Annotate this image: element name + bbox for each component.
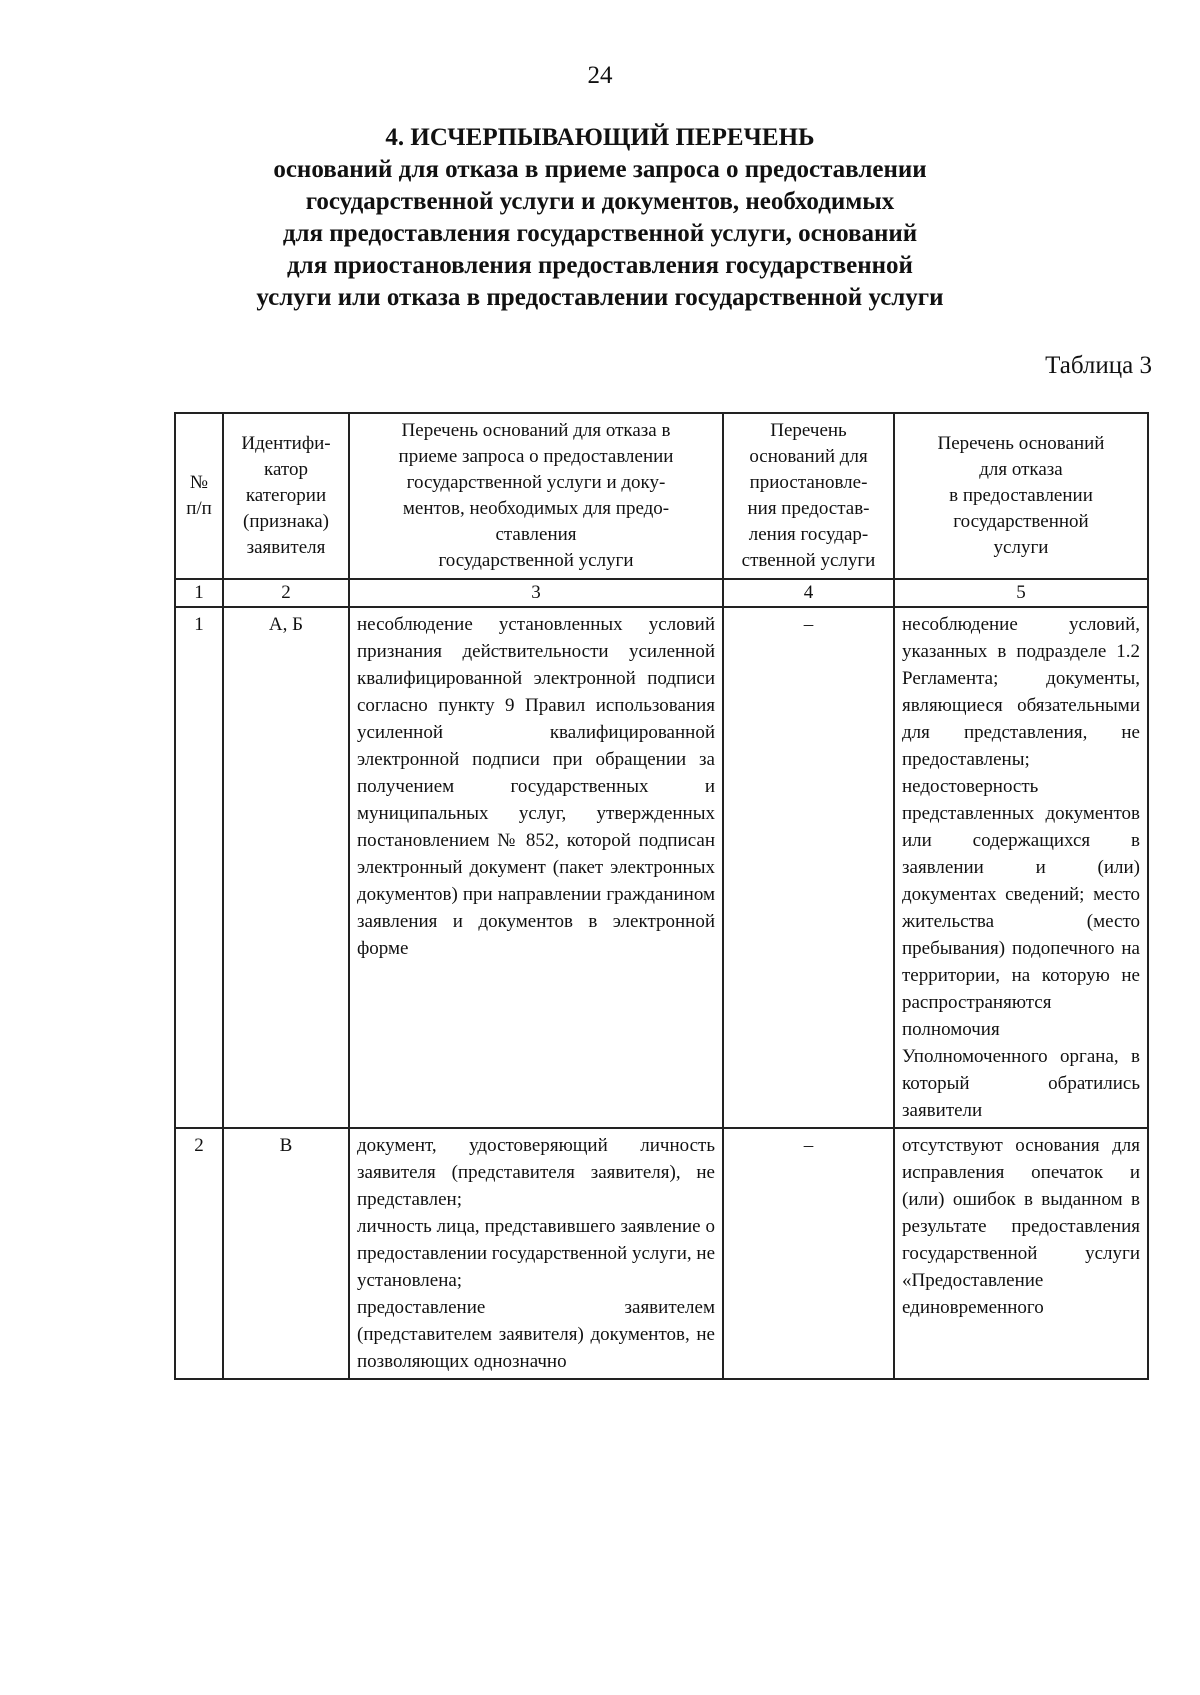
row-refusal-service: несоблюдение условий, указанных в подразделе 1.2 Регламента; документы, являющиеся обязательными для представления, не предоставлены; недостоверность представленных документов или содержащихся в заявлении и (или) документах сведений; место жительства (место пребывания) подопечного на территории, на которую не распространяются полномочия Уполномоченного органа, в который обратились заявители: [894, 607, 1148, 1128]
row-number: 1: [175, 607, 223, 1128]
table-row: [175, 607, 1148, 1128]
grounds-table: [174, 412, 1149, 1380]
header-number: № п/п: [175, 413, 223, 579]
row-refusal-reception: несоблюдение установленных условий признания действительности усиленной квалифицированной электронной подписи согласно пункту 9 Правил использования усиленной квалифицированной электронной подписи при обращении за получением государственных и муниципальных услуг, утвержденных постановлением № 852, которой подписан электронный документ (пакет электронных документов) при направлении гражданином заявления и документов в электронной форме: [349, 607, 723, 1128]
column-number: 2: [223, 579, 349, 607]
row-number: 2: [175, 1128, 223, 1379]
column-number: 5: [894, 579, 1148, 607]
column-number: 3: [349, 579, 723, 607]
row-category: В: [223, 1128, 349, 1379]
header-refusal-service: Перечень оснований для отказа в предоставлении государственной услуги: [894, 413, 1148, 579]
refusal-reception-part: предоставление заявителем (представителем заявителя) документов, не позволяющих однозначно: [357, 1297, 715, 1372]
refusal-reception-part: документ, удостоверяющий личность заявителя (представителя заявителя), не представлен;: [357, 1135, 715, 1210]
heading-line: для предоставления государственной услуги, оснований: [282, 220, 918, 247]
column-number-row: [175, 579, 1148, 607]
table-row: [175, 1128, 1148, 1379]
heading-line: услуги или отказа в предоставлении государственной услуги: [256, 284, 944, 311]
row-refusal-reception: [349, 1128, 723, 1379]
heading-line: 4. ИСЧЕРПЫВАЮЩИЙ ПЕРЕЧЕНЬ: [385, 124, 815, 151]
header-refusal-reception: Перечень оснований для отказа в приеме запроса о предоставлении государственной услуги и доку- ментов, необходимых для предо- ставления государственной услуги: [349, 413, 723, 579]
page-number: 24: [587, 62, 613, 89]
table-caption: Таблица 3: [1045, 352, 1152, 379]
row-suspension: –: [723, 607, 894, 1128]
heading-line: оснований для отказа в приеме запроса о предоставлении: [273, 156, 927, 183]
heading-line: для приостановления предоставления государственной: [287, 252, 913, 279]
row-refusal-service: отсутствуют основания для исправления опечаток и (или) ошибок в выданном в результате предоставления государственной услуги «Предоставление единовременного: [894, 1128, 1148, 1379]
refusal-reception-part: личность лица, представившего заявление о предоставлении государственной услуги, не установлена;: [357, 1216, 715, 1291]
column-number: 1: [175, 579, 223, 607]
table-header-row: [175, 413, 1148, 579]
section-heading: [0, 122, 1200, 314]
header-suspension: Перечень оснований для приостановле- ния предостав- ления государ- ственной услуги: [723, 413, 894, 579]
heading-line: государственной услуги и документов, необходимых: [305, 188, 895, 215]
header-category-identifier: Идентифи- катор категории (признака) заявителя: [223, 413, 349, 579]
row-category: А, Б: [223, 607, 349, 1128]
row-suspension: –: [723, 1128, 894, 1379]
column-number: 4: [723, 579, 894, 607]
